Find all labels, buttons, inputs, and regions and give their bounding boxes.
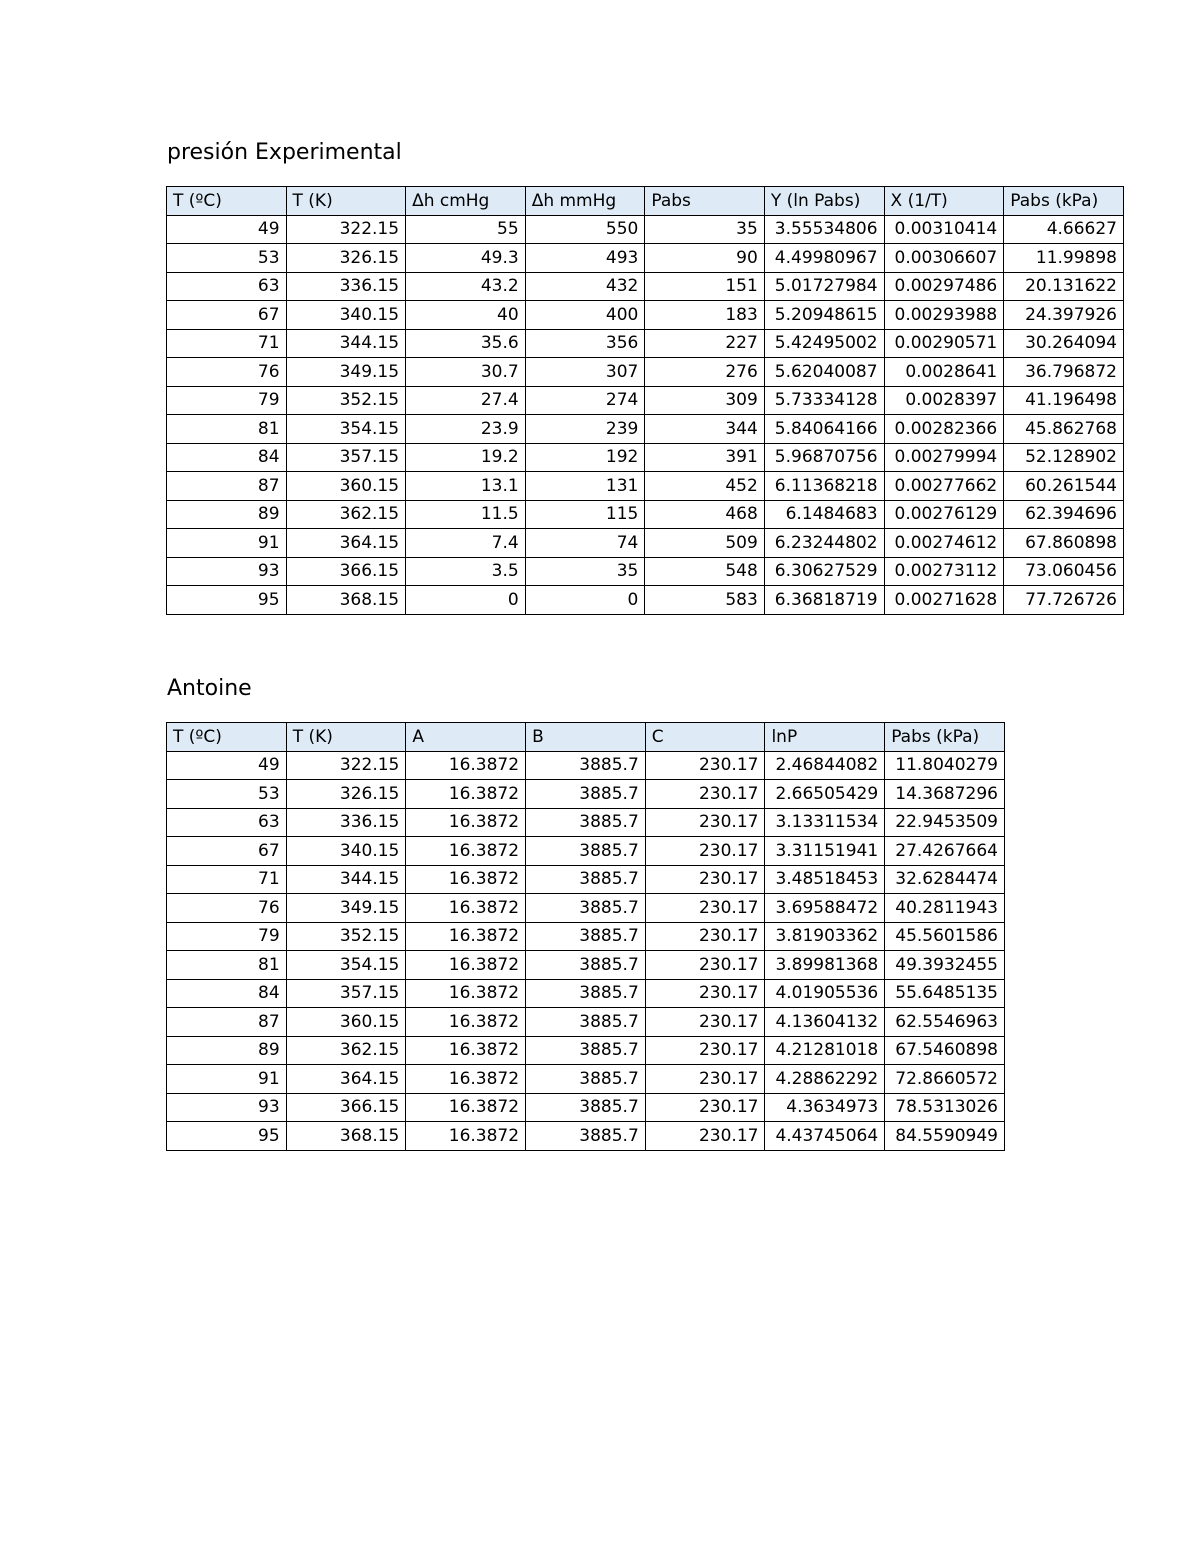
table-cell: 326.15	[286, 244, 406, 273]
table-cell: 4.01905536	[765, 979, 885, 1008]
table-cell: 84	[167, 443, 287, 472]
table-cell: 4.43745064	[765, 1122, 885, 1151]
table-cell: 77.726726	[1004, 586, 1124, 615]
table-cell: 230.17	[645, 780, 765, 809]
table-cell: 49	[167, 751, 287, 780]
table-cell: 14.3687296	[885, 780, 1005, 809]
table-cell: 4.49980967	[764, 244, 884, 273]
table-cell: 309	[645, 386, 764, 415]
table-cell: 74	[525, 529, 645, 558]
table-cell: 368.15	[286, 1122, 406, 1151]
table-cell: 5.73334128	[764, 386, 884, 415]
table-cell: 73.060456	[1004, 557, 1124, 586]
table-cell: 7.4	[406, 529, 526, 558]
table-cell: 36.796872	[1004, 358, 1124, 387]
table-cell: 55.6485135	[885, 979, 1005, 1008]
table-cell: 53	[167, 780, 287, 809]
table-cell: 349.15	[286, 358, 406, 387]
table-cell: 276	[645, 358, 764, 387]
table-cell: 35.6	[406, 329, 526, 358]
table-cell: 344.15	[286, 865, 406, 894]
table-cell: 3885.7	[526, 808, 646, 837]
table-cell: 583	[645, 586, 764, 615]
table-cell: 366.15	[286, 1093, 406, 1122]
table-cell: 0.00279994	[884, 443, 1004, 472]
table-row	[167, 415, 1124, 444]
table-header	[167, 187, 1124, 216]
table-cell: 364.15	[286, 1065, 406, 1094]
table-row	[167, 358, 1124, 387]
table-cell: 91	[167, 529, 287, 558]
table-cell: 0.00290571	[884, 329, 1004, 358]
table-row	[167, 894, 1005, 923]
table-cell: 3.5	[406, 557, 526, 586]
table-cell: 239	[525, 415, 645, 444]
table-cell: 151	[645, 272, 764, 301]
table-cell: 354.15	[286, 415, 406, 444]
table-cell: 3885.7	[526, 894, 646, 923]
table-cell: 19.2	[406, 443, 526, 472]
column-header: lnP	[765, 723, 885, 752]
table-cell: 16.3872	[406, 837, 526, 866]
table-cell: 2.46844082	[765, 751, 885, 780]
table-cell: 230.17	[645, 951, 765, 980]
table-cell: 16.3872	[406, 1093, 526, 1122]
table-cell: 230.17	[645, 837, 765, 866]
table-row	[167, 443, 1124, 472]
table-cell: 357.15	[286, 979, 406, 1008]
table-row	[167, 1093, 1005, 1122]
table-row	[167, 586, 1124, 615]
table-cell: 0.00306607	[884, 244, 1004, 273]
table-cell: 84.5590949	[885, 1122, 1005, 1151]
table-cell: 78.5313026	[885, 1093, 1005, 1122]
column-header: Pabs (kPa)	[885, 723, 1005, 752]
table-cell: 230.17	[645, 751, 765, 780]
table-row	[167, 951, 1005, 980]
table-cell: 67	[167, 837, 287, 866]
table-cell: 16.3872	[406, 780, 526, 809]
table-row	[167, 472, 1124, 501]
table-cell: 20.131622	[1004, 272, 1124, 301]
table-cell: 3885.7	[526, 1008, 646, 1037]
table-cell: 93	[167, 557, 287, 586]
table-cell: 16.3872	[406, 751, 526, 780]
table-cell: 3885.7	[526, 1093, 646, 1122]
table-cell: 81	[167, 415, 287, 444]
table-cell: 509	[645, 529, 764, 558]
table-cell: 5.84064166	[764, 415, 884, 444]
table-row	[167, 215, 1124, 244]
table-cell: 230.17	[645, 894, 765, 923]
table-cell: 62.394696	[1004, 500, 1124, 529]
table-cell: 27.4	[406, 386, 526, 415]
table-cell: 49.3932455	[885, 951, 1005, 980]
table-cell: 87	[167, 472, 287, 501]
table-row	[167, 244, 1124, 273]
table-cell: 364.15	[286, 529, 406, 558]
table-cell: 63	[167, 272, 287, 301]
header-row	[167, 723, 1005, 752]
table-cell: 322.15	[286, 215, 406, 244]
table-cell: 3885.7	[526, 979, 646, 1008]
table-cell: 230.17	[645, 1122, 765, 1151]
table-cell: 4.28862292	[765, 1065, 885, 1094]
table-cell: 0.0028641	[884, 358, 1004, 387]
table-cell: 230.17	[645, 1065, 765, 1094]
table-cell: 35	[645, 215, 764, 244]
table-row	[167, 837, 1005, 866]
table-cell: 11.8040279	[885, 751, 1005, 780]
table-cell: 91	[167, 1065, 287, 1094]
column-header: T (K)	[286, 187, 406, 216]
table-cell: 4.66627	[1004, 215, 1124, 244]
table-cell: 89	[167, 1036, 287, 1065]
table-cell: 53	[167, 244, 287, 273]
table-cell: 192	[525, 443, 645, 472]
table-cell: 368.15	[286, 586, 406, 615]
table-cell: 3.81903362	[765, 922, 885, 951]
table-cell: 27.4267664	[885, 837, 1005, 866]
table-cell: 550	[525, 215, 645, 244]
table-cell: 49	[167, 215, 287, 244]
table-cell: 391	[645, 443, 764, 472]
table-cell: 0.00271628	[884, 586, 1004, 615]
column-header: Pabs	[645, 187, 764, 216]
table-cell: 5.01727984	[764, 272, 884, 301]
table-cell: 3885.7	[526, 751, 646, 780]
table-cell: 0	[406, 586, 526, 615]
table-cell: 24.397926	[1004, 301, 1124, 330]
table-cell: 230.17	[645, 865, 765, 894]
table-cell: 62.5546963	[885, 1008, 1005, 1037]
column-header: B	[526, 723, 646, 752]
table-cell: 6.1484683	[764, 500, 884, 529]
column-header: T (K)	[286, 723, 406, 752]
table-cell: 352.15	[286, 922, 406, 951]
table-cell: 3.31151941	[765, 837, 885, 866]
table-cell: 3885.7	[526, 951, 646, 980]
column-header: T (ºC)	[167, 723, 287, 752]
table-cell: 41.196498	[1004, 386, 1124, 415]
table-cell: 11.5	[406, 500, 526, 529]
table-cell: 79	[167, 386, 287, 415]
table-cell: 79	[167, 922, 287, 951]
table-cell: 0.00310414	[884, 215, 1004, 244]
table-row	[167, 751, 1005, 780]
table-cell: 356	[525, 329, 645, 358]
table-cell: 360.15	[286, 472, 406, 501]
table-cell: 362.15	[286, 1036, 406, 1065]
table-cell: 11.99898	[1004, 244, 1124, 273]
table-cell: 0.00274612	[884, 529, 1004, 558]
table-cell: 16.3872	[406, 1036, 526, 1065]
table-cell: 35	[525, 557, 645, 586]
table-row	[167, 557, 1124, 586]
table-cell: 400	[525, 301, 645, 330]
table-cell: 6.30627529	[764, 557, 884, 586]
column-header: A	[406, 723, 526, 752]
table-cell: 307	[525, 358, 645, 387]
table-row	[167, 1122, 1005, 1151]
table-cell: 43.2	[406, 272, 526, 301]
table-cell: 0.0028397	[884, 386, 1004, 415]
table-cell: 16.3872	[406, 894, 526, 923]
header-row	[167, 187, 1124, 216]
table-cell: 344	[645, 415, 764, 444]
table-cell: 16.3872	[406, 1065, 526, 1094]
table-cell: 360.15	[286, 1008, 406, 1037]
table-cell: 30.264094	[1004, 329, 1124, 358]
experimental-pressure-table	[166, 186, 1124, 615]
table-cell: 16.3872	[406, 1122, 526, 1151]
table-cell: 13.1	[406, 472, 526, 501]
table-cell: 76	[167, 358, 287, 387]
table-cell: 3885.7	[526, 865, 646, 894]
table-cell: 230.17	[645, 979, 765, 1008]
table-row	[167, 1036, 1005, 1065]
table-cell: 60.261544	[1004, 472, 1124, 501]
table-cell: 230.17	[645, 922, 765, 951]
table-cell: 336.15	[286, 272, 406, 301]
table-cell: 0.00282366	[884, 415, 1004, 444]
table-row	[167, 979, 1005, 1008]
table-cell: 30.7	[406, 358, 526, 387]
table-row	[167, 272, 1124, 301]
table-cell: 344.15	[286, 329, 406, 358]
table-cell: 49.3	[406, 244, 526, 273]
table-cell: 4.3634973	[765, 1093, 885, 1122]
table-cell: 22.9453509	[885, 808, 1005, 837]
table-cell: 3885.7	[526, 1036, 646, 1065]
table-cell: 3.69588472	[765, 894, 885, 923]
table-cell: 55	[406, 215, 526, 244]
table-cell: 72.8660572	[885, 1065, 1005, 1094]
table-cell: 3885.7	[526, 780, 646, 809]
table-cell: 84	[167, 979, 287, 1008]
table-cell: 349.15	[286, 894, 406, 923]
table-cell: 3.55534806	[764, 215, 884, 244]
column-header: C	[645, 723, 765, 752]
table-cell: 227	[645, 329, 764, 358]
table-cell: 95	[167, 1122, 287, 1151]
table-header	[167, 723, 1005, 752]
table-cell: 5.42495002	[764, 329, 884, 358]
table-row	[167, 500, 1124, 529]
table-row	[167, 780, 1005, 809]
table-cell: 366.15	[286, 557, 406, 586]
table-cell: 95	[167, 586, 287, 615]
table-cell: 548	[645, 557, 764, 586]
antoine-pressure-table	[166, 722, 1005, 1151]
table-cell: 71	[167, 865, 287, 894]
table-cell: 71	[167, 329, 287, 358]
table-cell: 362.15	[286, 500, 406, 529]
table-cell: 5.96870756	[764, 443, 884, 472]
table-row	[167, 865, 1005, 894]
table-cell: 40	[406, 301, 526, 330]
table-cell: 322.15	[286, 751, 406, 780]
table-cell: 357.15	[286, 443, 406, 472]
column-header: Δh mmHg	[525, 187, 645, 216]
table-cell: 5.62040087	[764, 358, 884, 387]
table-cell: 183	[645, 301, 764, 330]
table-cell: 230.17	[645, 808, 765, 837]
table-cell: 326.15	[286, 780, 406, 809]
table-cell: 3.13311534	[765, 808, 885, 837]
table-cell: 0.00276129	[884, 500, 1004, 529]
table-cell: 45.862768	[1004, 415, 1124, 444]
table-cell: 67.5460898	[885, 1036, 1005, 1065]
table-cell: 336.15	[286, 808, 406, 837]
table-cell: 3885.7	[526, 1065, 646, 1094]
table-cell: 90	[645, 244, 764, 273]
table-cell: 452	[645, 472, 764, 501]
table-row	[167, 922, 1005, 951]
table-cell: 5.20948615	[764, 301, 884, 330]
table-cell: 67	[167, 301, 287, 330]
experimental-section-title: presión Experimental	[167, 140, 402, 165]
table-cell: 16.3872	[406, 865, 526, 894]
table-cell: 87	[167, 1008, 287, 1037]
table-cell: 63	[167, 808, 287, 837]
table-cell: 230.17	[645, 1036, 765, 1065]
table-cell: 0.00273112	[884, 557, 1004, 586]
table-cell: 23.9	[406, 415, 526, 444]
table-row	[167, 386, 1124, 415]
table-cell: 16.3872	[406, 951, 526, 980]
table-cell: 93	[167, 1093, 287, 1122]
table-cell: 230.17	[645, 1008, 765, 1037]
table-cell: 3885.7	[526, 922, 646, 951]
table-cell: 45.5601586	[885, 922, 1005, 951]
column-header: X (1/T)	[884, 187, 1004, 216]
table-cell: 76	[167, 894, 287, 923]
table-cell: 354.15	[286, 951, 406, 980]
table-cell: 6.11368218	[764, 472, 884, 501]
table-cell: 0.00293988	[884, 301, 1004, 330]
table-cell: 352.15	[286, 386, 406, 415]
table-cell: 16.3872	[406, 922, 526, 951]
table-cell: 81	[167, 951, 287, 980]
table-row	[167, 1065, 1005, 1094]
table-cell: 32.6284474	[885, 865, 1005, 894]
table-row	[167, 808, 1005, 837]
table-cell: 16.3872	[406, 979, 526, 1008]
table-cell: 6.23244802	[764, 529, 884, 558]
table-cell: 52.128902	[1004, 443, 1124, 472]
table-cell: 3.48518453	[765, 865, 885, 894]
table-cell: 2.66505429	[765, 780, 885, 809]
table-cell: 340.15	[286, 301, 406, 330]
table-cell: 230.17	[645, 1093, 765, 1122]
table-cell: 3885.7	[526, 1122, 646, 1151]
table-cell: 89	[167, 500, 287, 529]
table-cell: 3.89981368	[765, 951, 885, 980]
table-cell: 131	[525, 472, 645, 501]
antoine-section-title: Antoine	[167, 676, 252, 701]
table-row	[167, 1008, 1005, 1037]
table-cell: 115	[525, 500, 645, 529]
table-cell: 67.860898	[1004, 529, 1124, 558]
table-cell: 274	[525, 386, 645, 415]
table-cell: 0	[525, 586, 645, 615]
column-header: Pabs (kPa)	[1004, 187, 1124, 216]
table-cell: 468	[645, 500, 764, 529]
table-cell: 0.00277662	[884, 472, 1004, 501]
table-cell: 340.15	[286, 837, 406, 866]
table-cell: 4.13604132	[765, 1008, 885, 1037]
table-cell: 493	[525, 244, 645, 273]
column-header: Y (ln Pabs)	[764, 187, 884, 216]
table-cell: 6.36818719	[764, 586, 884, 615]
table-row	[167, 329, 1124, 358]
table-cell: 16.3872	[406, 808, 526, 837]
table-cell: 3885.7	[526, 837, 646, 866]
table-cell: 16.3872	[406, 1008, 526, 1037]
column-header: Δh cmHg	[406, 187, 526, 216]
table-cell: 40.2811943	[885, 894, 1005, 923]
table-row	[167, 301, 1124, 330]
table-row	[167, 529, 1124, 558]
table-cell: 432	[525, 272, 645, 301]
table-cell: 0.00297486	[884, 272, 1004, 301]
column-header: T (ºC)	[167, 187, 287, 216]
table-cell: 4.21281018	[765, 1036, 885, 1065]
